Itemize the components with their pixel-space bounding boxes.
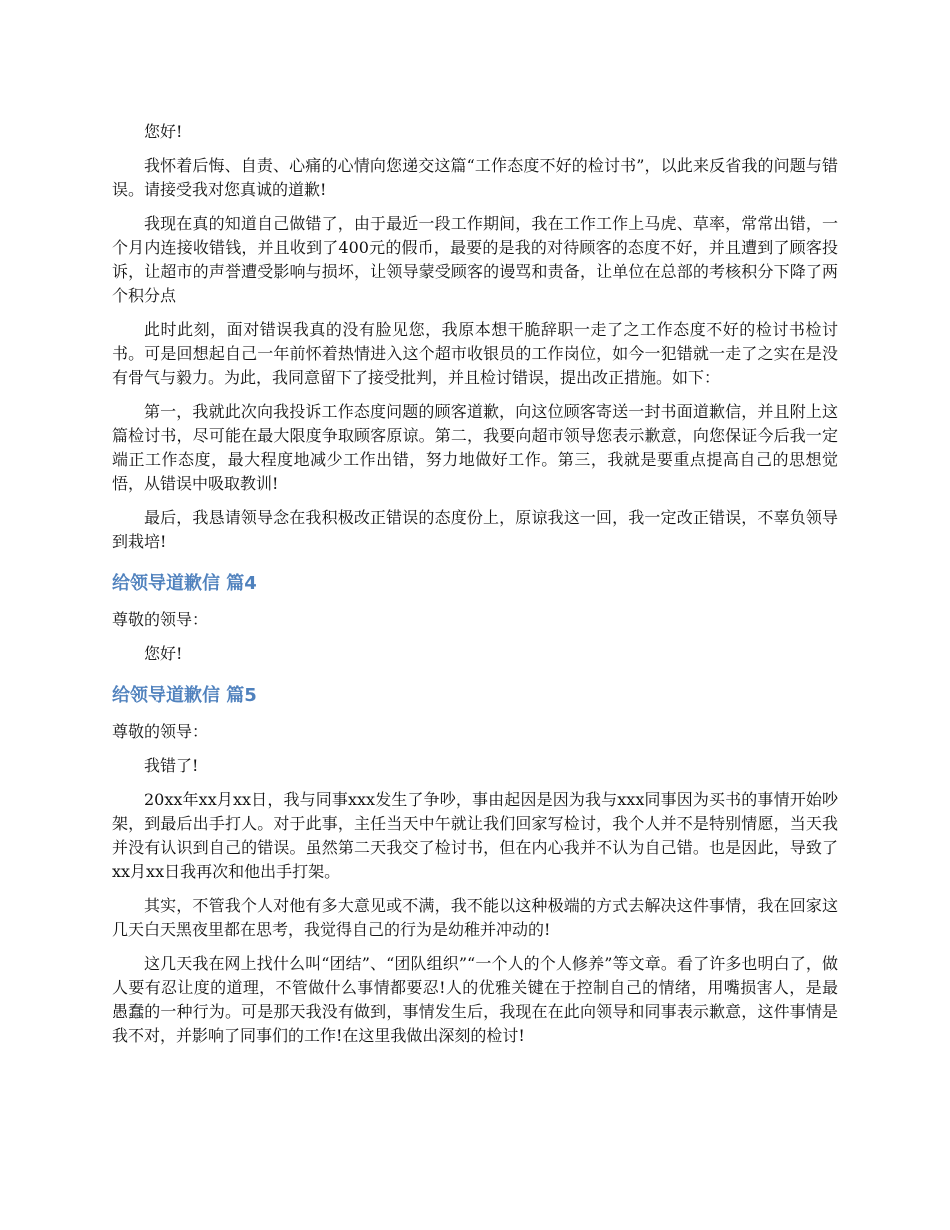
letter-4-body xyxy=(112,608,838,666)
paragraph: 最后，我恳请领导念在我积极改正错误的态度份上，原谅我这一回，我一定改正错误，不辜负领导到栽培! xyxy=(112,508,838,551)
paragraph: 我怀着后悔、自责、心痛的心情向您递交这篇“工作态度不好的检讨书”，以此来反省我的问题与错误。请接受我对您真诚的道歉! xyxy=(112,156,838,199)
paragraph: 我现在真的知道自己做错了，由于最近一段工作期间，我在工作工作上马虎、草率，常常出错，一个月内连接收错钱，并且收到了400元的假币，最要的是我的对待顾客的态度不好，并且遭到了顾客投诉，让超市的声誉遭受影响与损坏，让领导蒙受顾客的谩骂和责备，让单位在总部的考核积分下降了两个积分点 xyxy=(112,214,838,305)
paragraph: 您好! xyxy=(144,122,183,141)
letter-5-body xyxy=(112,720,838,1048)
paragraph: 这几天我在网上找什么叫“团结”、“团队组织”“一个人的个人修养”等文章。看了许多也明白了，做人要有忍让度的道理，不管做什么事情都要忍!人的优雅关键在于控制自己的情绪，用嘴损害人，是最愚蠢的一种行为。可是那天我没有做到，事情发生后，我现在在此向领导和同事表示歉意，这件事情是我不对，并影响了同事们的工作!在这里我做出深刻的检讨! xyxy=(112,954,838,1045)
section-heading-5: 给领导道歉信 篇5 xyxy=(112,685,257,706)
paragraph: 其实，不管我个人对他有多大意见或不满，我不能以这种极端的方式去解决这件事情，我在回家这几天白天黑夜里都在思考，我觉得自己的行为是幼稚并冲动的! xyxy=(112,896,838,939)
paragraph: 此时此刻，面对错误我真的没有脸见您，我原本想干脆辞职一走了之工作态度不好的检讨书检讨书。可是回想起自己一年前怀着热情进入这个超市收银员的工作岗位，如今一犯错就一走了之实在是没有骨气与毅力。为此，我同意留下了接受批判，并且检讨错误，提出改正措施。如下： xyxy=(112,320,838,387)
paragraph: 第一，我就此次向我投诉工作态度问题的顾客道歉，向这位顾客寄送一封书面道歉信，并且附上这篇检讨书，尽可能在最大限度争取顾客原谅。第二，我要向超市领导您表示歉意，向您保证今后我一定端正工作态度，最大程度地减少工作出错，努力地做好工作。第三，我就是要重点提高自己的思想觉悟，从错误中吸取教训! xyxy=(112,402,838,493)
paragraph: 20xx年xx月xx日，我与同事xxx发生了争吵，事由起因是因为我与xxx同事因为买书的事情开始吵架，到最后出手打人。对于此事，主任当天中午就让我们回家写检讨，我个人并不是特别情愿，当天我并没有认识到自己的错误。虽然第二天我交了检讨书，但在内心我并不认为自己错。也是因此，导致了xx月xx日我再次和他出手打架。 xyxy=(112,790,838,881)
paragraph: 您好! xyxy=(144,644,183,663)
paragraph: 我错了! xyxy=(144,756,199,775)
greeting: 尊敬的领导： xyxy=(112,610,209,629)
letter-3-body xyxy=(112,120,838,554)
section-heading-4: 给领导道歉信 篇4 xyxy=(112,573,257,594)
greeting: 尊敬的领导： xyxy=(112,722,209,741)
